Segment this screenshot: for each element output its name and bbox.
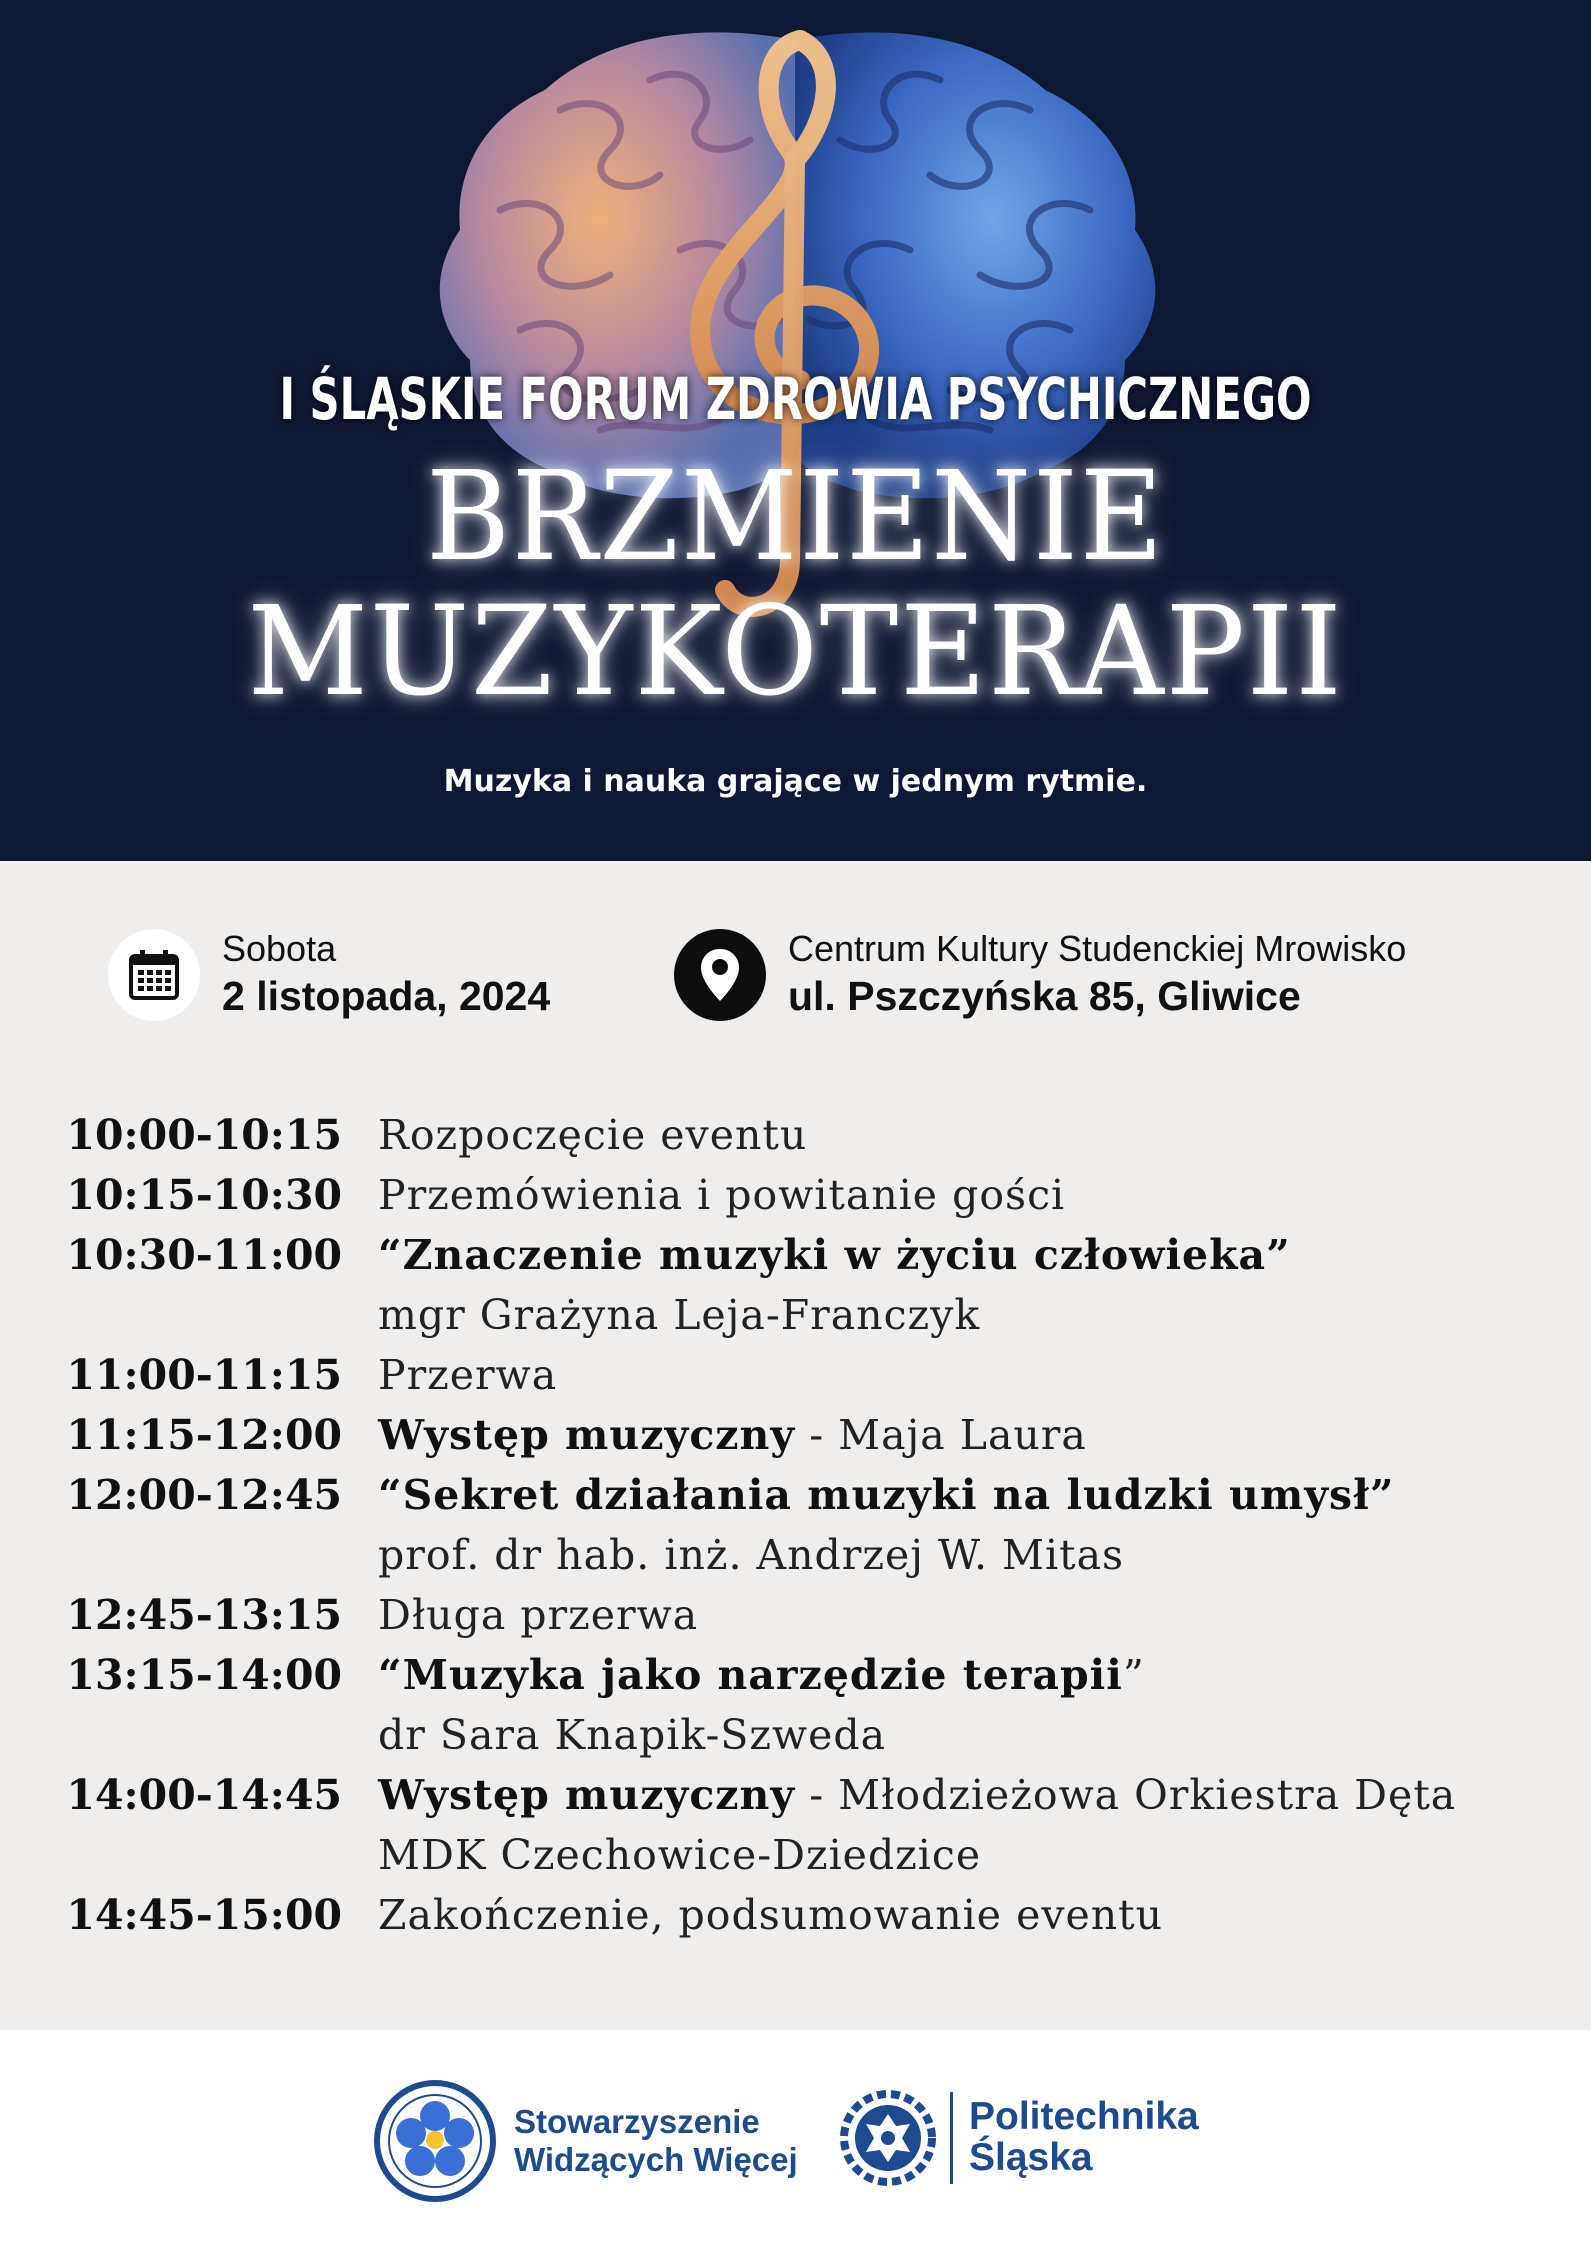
- schedule-text: Przerwa: [378, 1351, 558, 1399]
- schedule-text: Rozpoczęcie eventu: [378, 1111, 808, 1159]
- schedule-time: 10:15-10:30: [66, 1171, 342, 1219]
- venue-address: ul. Pszczyńska 85, Gliwice: [788, 972, 1301, 1019]
- schedule-title-bold: “Muzyka jako narzędzie terapii: [378, 1651, 1123, 1699]
- schedule-description: [378, 1591, 698, 1639]
- schedule-description: [378, 1891, 1163, 1939]
- schedule-row: [0, 1825, 1591, 1885]
- header-banner: [0, 0, 1591, 861]
- tagline: Muzyka i nauka grające w jednym rytmie.: [443, 764, 1148, 799]
- schedule-text: ”: [1122, 1651, 1145, 1699]
- schedule-description: [378, 1531, 1124, 1579]
- location-pin-icon: [674, 929, 766, 1021]
- schedule-row: [0, 1405, 1591, 1465]
- schedule-row: [0, 1165, 1591, 1225]
- schedule-time: 12:00-12:45: [66, 1471, 342, 1519]
- schedule-description: [378, 1111, 807, 1159]
- main-title-line-2: MUZYKOTERAPII: [247, 580, 1344, 724]
- main-title-line-1: BRZMIENIE: [426, 445, 1165, 589]
- schedule-text: Przemówienia i powitanie gości: [378, 1171, 1066, 1219]
- schedule-description: [378, 1771, 1456, 1819]
- schedule-text: dr Sara Knapik-Szweda: [378, 1711, 887, 1759]
- schedule-title-bold: “Znaczenie muzyki w życiu człowieka”: [378, 1231, 1291, 1279]
- schedule-row: [0, 1525, 1591, 1585]
- schedule-title-bold: Występ muzyczny: [378, 1411, 796, 1459]
- schedule-text: mgr Grażyna Leja-Franczyk: [378, 1291, 981, 1339]
- schedule-text: - Młodzieżowa Orkiestra Dęta: [795, 1771, 1457, 1819]
- schedule-description: [378, 1171, 1065, 1219]
- venue-name: Centrum Kultury Studenckiej Mrowisko: [788, 927, 1407, 969]
- polsl-logo: [840, 2090, 1199, 2186]
- schedule-text: - Maja Laura: [795, 1411, 1087, 1459]
- schedule-time: 11:15-12:00: [66, 1411, 342, 1459]
- schedule-description: [378, 1411, 1087, 1459]
- date-weekday: Sobota: [222, 927, 337, 969]
- schedule-row: [0, 1105, 1591, 1165]
- schedule-row: [0, 1705, 1591, 1765]
- swv-logo: [372, 2078, 798, 2204]
- schedule-time: 13:15-14:00: [66, 1651, 342, 1699]
- schedule-time: 12:45-13:15: [66, 1591, 342, 1639]
- footer-logos: [0, 2030, 1591, 2250]
- schedule-time: 14:45-15:00: [66, 1891, 342, 1939]
- schedule-title-bold: Występ muzyczny: [378, 1771, 796, 1819]
- schedule-row: [0, 1465, 1591, 1525]
- schedule-title-bold: “Sekret działania muzyki na ludzki umysł”: [378, 1471, 1395, 1519]
- schedule-text: Długa przerwa: [378, 1591, 699, 1639]
- schedule-text: Zakończenie, podsumowanie eventu: [378, 1891, 1164, 1939]
- schedule-description: [378, 1291, 980, 1339]
- schedule-text: MDK Czechowice-Dziedzice: [378, 1831, 982, 1879]
- forum-title: I ŚLĄSKIE FORUM ZDROWIA PSYCHICZNEGO: [279, 365, 1312, 433]
- schedule-row: [0, 1585, 1591, 1645]
- schedule-row: [0, 1765, 1591, 1825]
- schedule-time: 10:30-11:00: [66, 1231, 342, 1279]
- schedule-time: 10:00-10:15: [66, 1111, 342, 1159]
- schedule-description: [378, 1351, 557, 1399]
- schedule-description: [378, 1231, 1291, 1279]
- polsl-name-line-2: Śląska: [969, 2136, 1093, 2179]
- logo-divider: [950, 2092, 953, 2184]
- event-location: [674, 920, 1406, 1030]
- event-date: [108, 920, 550, 1030]
- schedule-description: [378, 1471, 1395, 1519]
- schedule-description: [378, 1711, 886, 1759]
- schedule-row: [0, 1225, 1591, 1285]
- university-crest-icon: [840, 2090, 936, 2186]
- schedule-row: [0, 1285, 1591, 1345]
- date-value: 2 listopada, 2024: [222, 972, 551, 1019]
- schedule-row: [0, 1345, 1591, 1405]
- schedule-text: prof. dr hab. inż. Andrzej W. Mitas: [378, 1531, 1125, 1579]
- schedule-time: 11:00-11:15: [66, 1351, 342, 1399]
- schedule-description: [378, 1651, 1145, 1699]
- schedule-list: [0, 1105, 1591, 1945]
- forget-me-not-icon: [372, 2078, 498, 2204]
- calendar-icon: [108, 929, 200, 1021]
- polsl-name-line-1: Politechnika: [969, 2095, 1199, 2139]
- schedule-description: [378, 1831, 981, 1879]
- swv-name-line-1: Stowarzyszenie: [514, 2103, 760, 2141]
- swv-name-line-2: Widzących Więcej: [514, 2141, 798, 2178]
- schedule-row: [0, 1645, 1591, 1705]
- schedule-time: 14:00-14:45: [66, 1771, 342, 1819]
- schedule-row: [0, 1885, 1591, 1945]
